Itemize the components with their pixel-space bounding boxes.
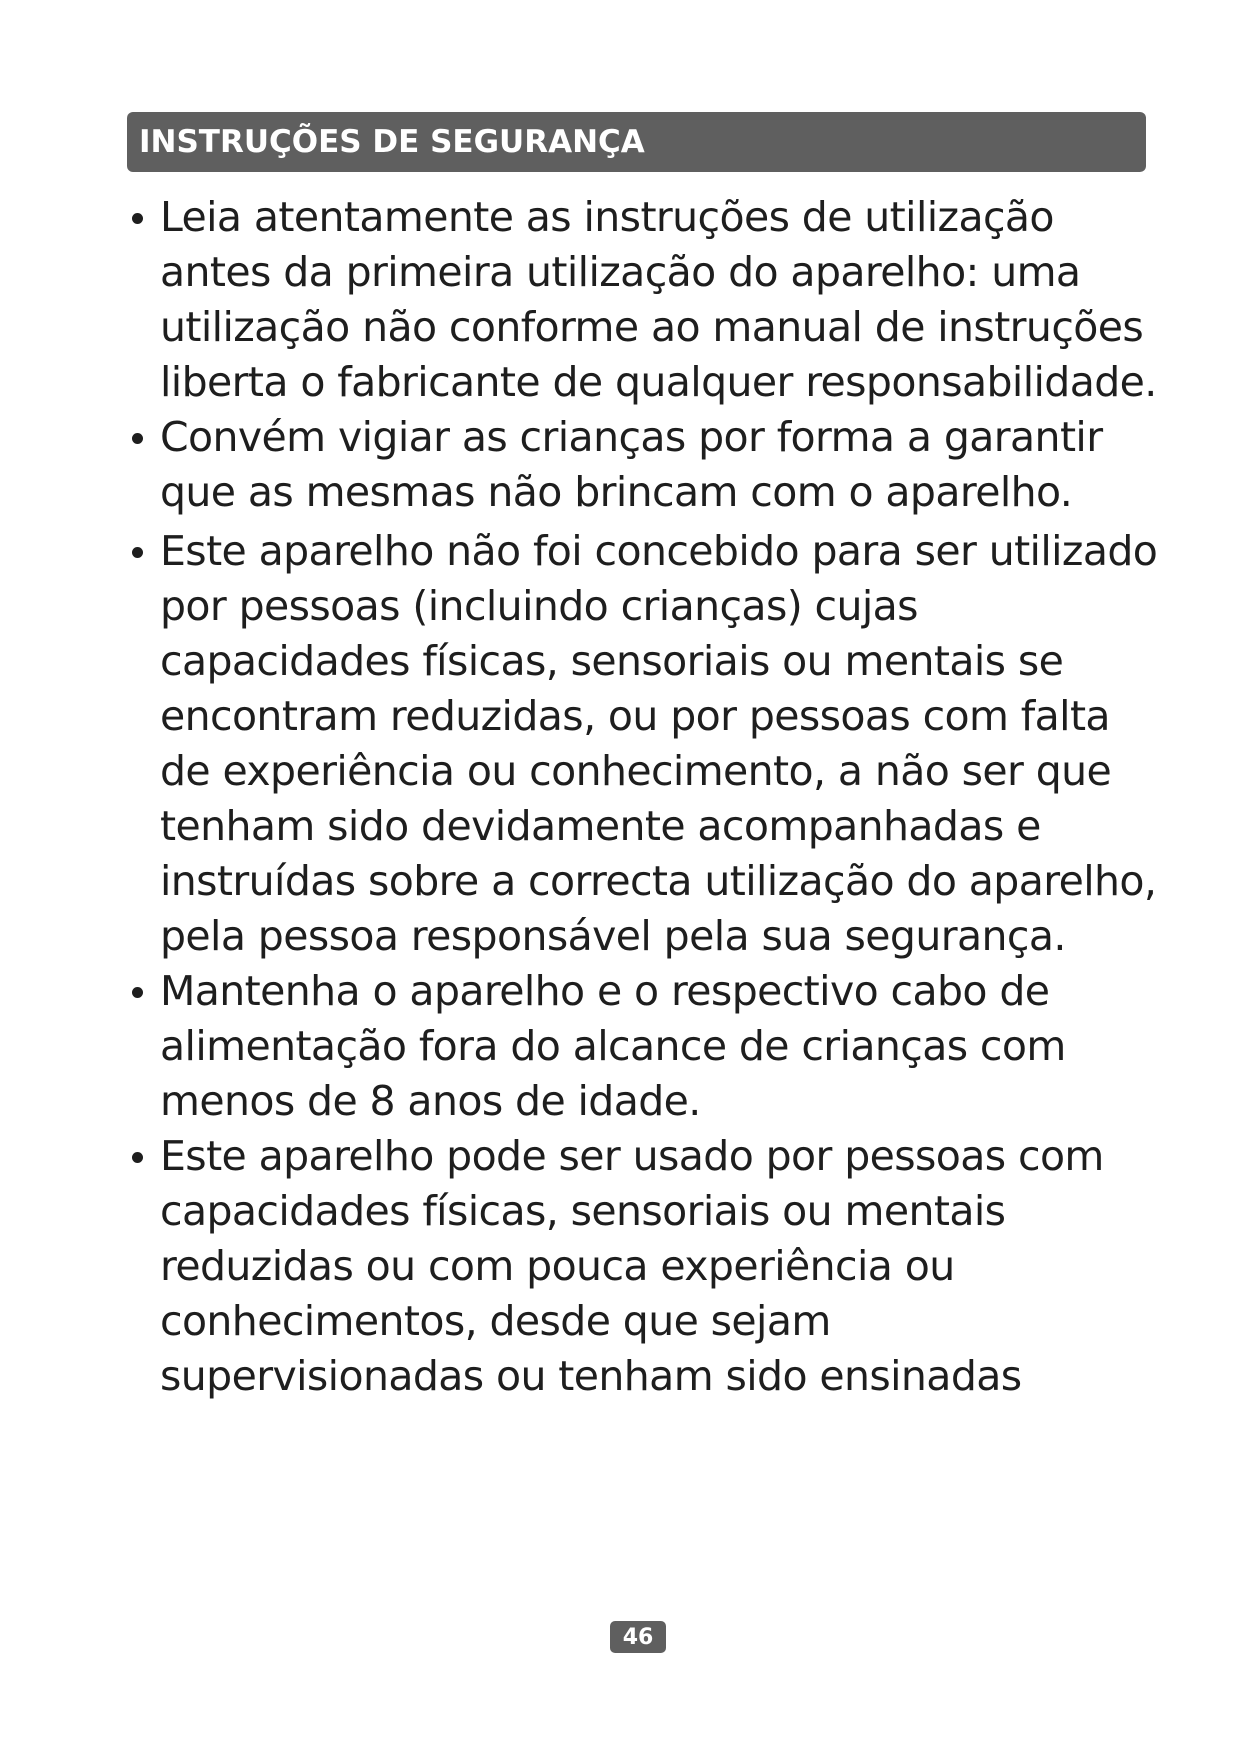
list-item-text: Este aparelho pode ser usado por pessoas com capacidades físicas, sensoriais ou mentais reduzidas ou com pouca experiência ou conhecimentos, desde que sejam supervisionadas ou tenham sido ensinadas	[160, 1132, 1104, 1400]
list-item	[128, 964, 1158, 1129]
list-item-text: Leia atentamente as instruções de utilização antes da primeira utilização do aparelho: uma utilização não conforme ao manual de instruções liberta o fabricante de qualquer responsabilidade.	[160, 193, 1157, 406]
bullet-icon	[132, 433, 143, 444]
list-item-text: Mantenha o aparelho e o respectivo cabo de alimentação fora do alcance de crianças com menos de 8 anos de idade.	[160, 967, 1066, 1125]
section-title: INSTRUÇÕES DE SEGURANÇA	[139, 124, 645, 160]
list-item	[128, 524, 1158, 964]
safety-instructions-list	[128, 190, 1158, 1404]
list-item-text: Convém vigiar as crianças por forma a garantir que as mesmas não brincam com o aparelho.	[160, 413, 1103, 516]
list-item	[128, 1129, 1158, 1404]
bullet-icon	[132, 1152, 143, 1163]
list-item	[128, 410, 1158, 520]
list-item-text: Este aparelho não foi concebido para ser utilizado por pessoas (incluindo crianças) cujas capacidades físicas, sensoriais ou mentais se encontram reduzidas, ou por pessoas com falta de experiência ou conhecimento, a não ser que tenham sido devidamente acompanhadas e instruídas sobre a correcta utilização do aparelho, pela pessoa responsável pela sua segurança.	[160, 527, 1158, 960]
bullet-icon	[132, 987, 143, 998]
list-item	[128, 190, 1158, 410]
bullet-icon	[132, 547, 143, 558]
section-header	[127, 112, 1146, 172]
page-number: 46	[622, 1624, 654, 1650]
page-number-badge	[610, 1621, 666, 1653]
bullet-icon	[132, 213, 143, 224]
